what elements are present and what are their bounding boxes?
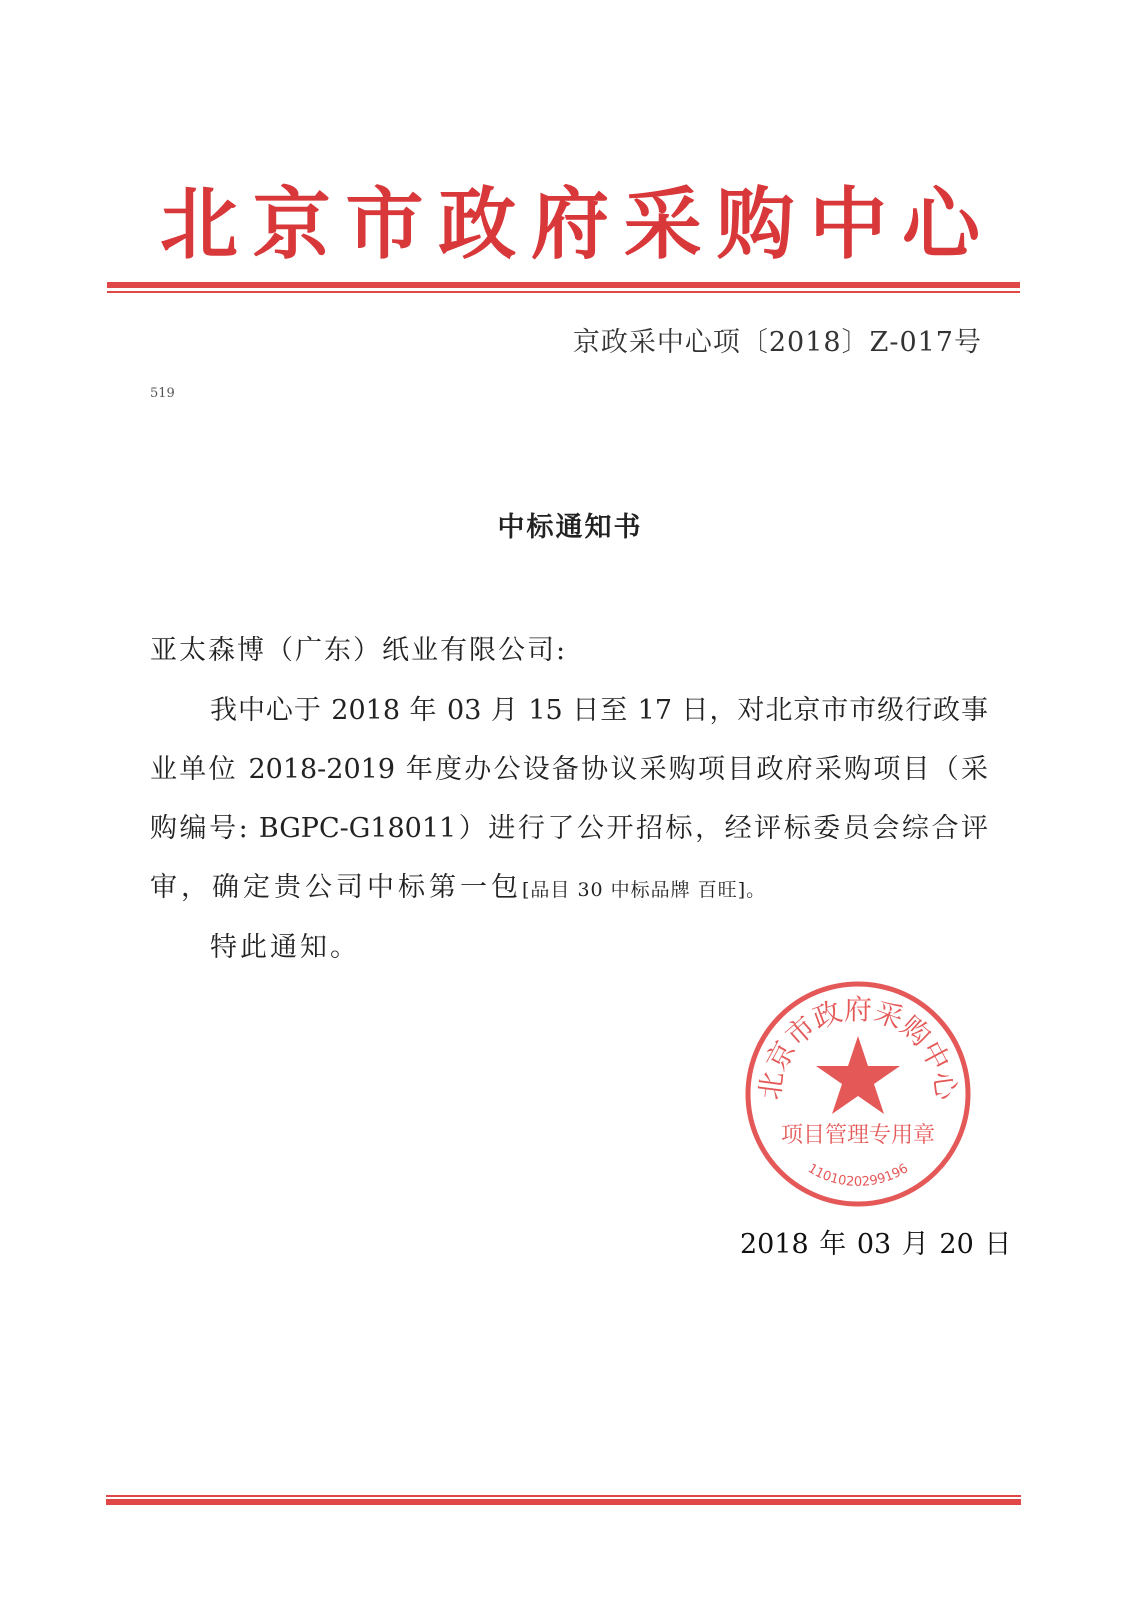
header-rule-thin xyxy=(107,291,1020,293)
seal-serial: 1101020299196 xyxy=(805,1161,911,1190)
seal-center-text: 项目管理专用章 xyxy=(780,1123,936,1148)
body-line-1: 我中心于 2018 年 03 月 15 日至 17 日，对北京市市级行政事 xyxy=(210,695,988,726)
page-mark: 519 xyxy=(150,386,175,401)
footer-rule-thick xyxy=(106,1499,1021,1505)
header-rule-thick xyxy=(107,282,1020,288)
notice-heading: 中标通知书 xyxy=(497,512,643,543)
body-line-4 xyxy=(150,865,766,904)
award-detail: [品目 30 中标品牌 百旺]。 xyxy=(522,879,767,901)
official-seal xyxy=(742,978,974,1210)
star-icon xyxy=(816,1036,900,1114)
body-line-4-text: 审，确定贵公司中标第一包 xyxy=(150,872,522,903)
footer-rule-thin xyxy=(106,1495,1021,1497)
signature-date: 2018 年 03 月 20 日 xyxy=(740,1229,1012,1260)
salutation: 亚太森博（广东）纸业有限公司: xyxy=(150,635,568,666)
letterhead-title: 北京市政府采购中心 xyxy=(160,180,980,270)
body-line-2: 业单位 2018-2019 年度办公设备协议采购项目政府采购项目（采 xyxy=(150,754,988,785)
document-number: 京政采中心项〔2018〕Z-017号 xyxy=(572,327,982,358)
closing-text: 特此通知。 xyxy=(210,932,360,963)
body-line-3: 购编号: BGPC-G18011）进行了公开招标，经评标委员会综合评 xyxy=(150,813,988,844)
seal-arc-text: 北京市政府采购中心 xyxy=(753,993,963,1102)
